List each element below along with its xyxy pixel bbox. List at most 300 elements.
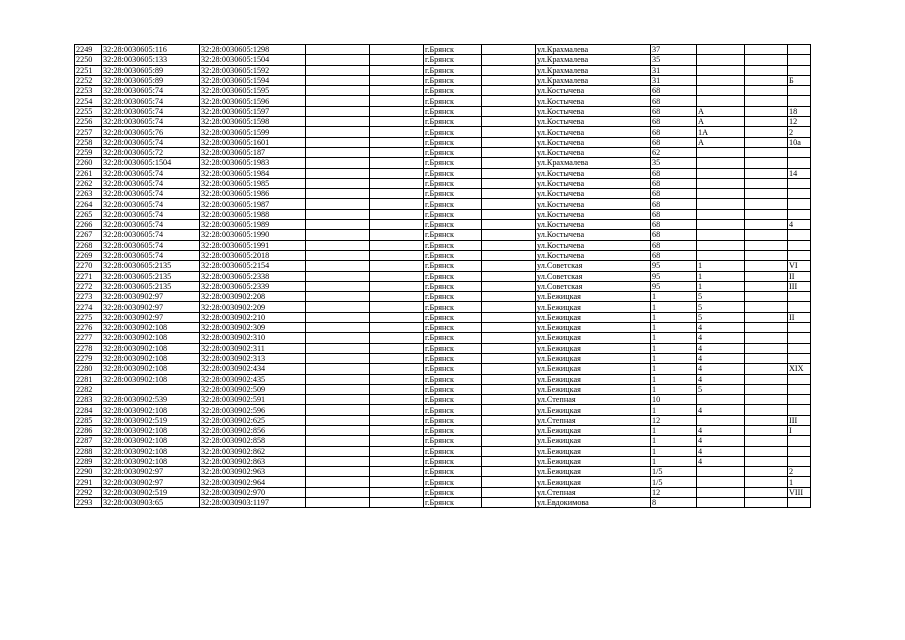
house-number-cell: 68: [651, 220, 697, 230]
city-cell: г.Брянск: [424, 250, 482, 260]
row-number: 2287: [75, 436, 102, 446]
empty-cell: [370, 199, 424, 209]
city-cell: г.Брянск: [424, 240, 482, 250]
empty-cell: [482, 65, 536, 75]
cadastral-number: 32:28:0030605:187: [200, 147, 306, 157]
empty-cell: [745, 292, 788, 302]
empty-cell: [370, 456, 424, 466]
empty-cell: [482, 312, 536, 322]
empty-cell: [306, 467, 370, 477]
city-cell: г.Брянск: [424, 65, 482, 75]
house-number-cell: 1: [651, 384, 697, 394]
house-number-cell: 68: [651, 117, 697, 127]
table-row: [75, 425, 811, 435]
house-number-cell: 12: [651, 415, 697, 425]
table-row: [75, 498, 811, 508]
building-cell: 4: [697, 353, 745, 363]
empty-cell: [306, 436, 370, 446]
parent-cadastral-number: 32:28:0030903:65: [102, 498, 200, 508]
empty-cell: [745, 456, 788, 466]
house-number-cell: 95: [651, 281, 697, 291]
building-cell: [697, 199, 745, 209]
table-body: [75, 45, 811, 508]
empty-cell: [306, 240, 370, 250]
parent-cadastral-number: 32:28:0030605:74: [102, 178, 200, 188]
building-cell: 4: [697, 425, 745, 435]
empty-cell: [306, 168, 370, 178]
building-cell: [697, 168, 745, 178]
building-cell: [697, 498, 745, 508]
parent-cadastral-number: 32:28:0030605:89: [102, 65, 200, 75]
building-cell: А: [697, 137, 745, 147]
city-cell: г.Брянск: [424, 96, 482, 106]
empty-cell: [370, 446, 424, 456]
empty-cell: [370, 209, 424, 219]
empty-cell: [370, 436, 424, 446]
empty-cell: [482, 343, 536, 353]
empty-cell: [370, 281, 424, 291]
house-number-cell: 1: [651, 456, 697, 466]
street-cell: ул.Бежицкая: [536, 364, 651, 374]
row-number: 2255: [75, 106, 102, 116]
table-row: [75, 250, 811, 260]
empty-cell: [482, 261, 536, 271]
cadastral-number: 32:28:0030902:856: [200, 425, 306, 435]
row-number: 2268: [75, 240, 102, 250]
street-cell: ул.Степная: [536, 415, 651, 425]
empty-cell: [745, 127, 788, 137]
cadastral-number: 32:28:0030902:310: [200, 333, 306, 343]
table-row: [75, 75, 811, 85]
empty-cell: [306, 189, 370, 199]
cadastral-number: 32:28:0030902:509: [200, 384, 306, 394]
empty-cell: [306, 199, 370, 209]
parent-cadastral-number: 32:28:0030605:74: [102, 117, 200, 127]
cadastral-number: 32:28:0030902:964: [200, 477, 306, 487]
parent-cadastral-number: 32:28:0030605:2135: [102, 281, 200, 291]
city-cell: г.Брянск: [424, 425, 482, 435]
empty-cell: [745, 364, 788, 374]
cadastral-number: 32:28:0030605:1989: [200, 220, 306, 230]
empty-cell: [306, 55, 370, 65]
street-cell: ул.Бежицкая: [536, 405, 651, 415]
unit-cell: [788, 55, 811, 65]
cadastral-number: 32:28:0030902:435: [200, 374, 306, 384]
empty-cell: [482, 292, 536, 302]
cadastral-number: 32:28:0030605:1987: [200, 199, 306, 209]
building-cell: [697, 75, 745, 85]
row-number: 2285: [75, 415, 102, 425]
empty-cell: [745, 343, 788, 353]
empty-cell: [482, 220, 536, 230]
empty-cell: [306, 477, 370, 487]
empty-cell: [370, 220, 424, 230]
parent-cadastral-number: 32:28:0030605:74: [102, 199, 200, 209]
parent-cadastral-number: 32:28:0030605:74: [102, 168, 200, 178]
parent-cadastral-number: 32:28:0030605:74: [102, 189, 200, 199]
street-cell: ул.Костычева: [536, 220, 651, 230]
house-number-cell: 35: [651, 158, 697, 168]
empty-cell: [745, 333, 788, 343]
empty-cell: [482, 106, 536, 116]
empty-cell: [482, 55, 536, 65]
table-row: [75, 384, 811, 394]
empty-cell: [306, 374, 370, 384]
empty-cell: [306, 158, 370, 168]
unit-cell: [788, 178, 811, 188]
row-number: 2261: [75, 168, 102, 178]
empty-cell: [745, 302, 788, 312]
cadastral-number: 32:28:0030902:970: [200, 487, 306, 497]
empty-cell: [745, 281, 788, 291]
unit-cell: I: [788, 425, 811, 435]
empty-cell: [306, 302, 370, 312]
building-cell: 5: [697, 384, 745, 394]
empty-cell: [370, 498, 424, 508]
empty-cell: [745, 55, 788, 65]
unit-cell: [788, 209, 811, 219]
empty-cell: [306, 353, 370, 363]
house-number-cell: 68: [651, 240, 697, 250]
empty-cell: [306, 405, 370, 415]
house-number-cell: 68: [651, 178, 697, 188]
empty-cell: [370, 158, 424, 168]
unit-cell: [788, 147, 811, 157]
cadastral-number: 32:28:0030605:1983: [200, 158, 306, 168]
empty-cell: [306, 86, 370, 96]
row-number: 2258: [75, 137, 102, 147]
empty-cell: [370, 364, 424, 374]
house-number-cell: 68: [651, 106, 697, 116]
cadastral-number: 32:28:0030605:1986: [200, 189, 306, 199]
empty-cell: [745, 425, 788, 435]
empty-cell: [482, 137, 536, 147]
empty-cell: [745, 395, 788, 405]
house-number-cell: 68: [651, 209, 697, 219]
parent-cadastral-number: 32:28:0030902:519: [102, 415, 200, 425]
empty-cell: [306, 292, 370, 302]
empty-cell: [370, 250, 424, 260]
street-cell: ул.Костычева: [536, 199, 651, 209]
cadastral-number: 32:28:0030902:862: [200, 446, 306, 456]
table-row: [75, 117, 811, 127]
cadastral-number: 32:28:0030605:1592: [200, 65, 306, 75]
cadastral-number: 32:28:0030605:1988: [200, 209, 306, 219]
empty-cell: [370, 106, 424, 116]
empty-cell: [482, 86, 536, 96]
building-cell: 4: [697, 343, 745, 353]
table-row: [75, 364, 811, 374]
empty-cell: [306, 456, 370, 466]
house-number-cell: 68: [651, 189, 697, 199]
table-row: [75, 353, 811, 363]
row-number: 2265: [75, 209, 102, 219]
building-cell: [697, 415, 745, 425]
street-cell: ул.Костычева: [536, 147, 651, 157]
empty-cell: [482, 487, 536, 497]
empty-cell: [370, 405, 424, 415]
empty-cell: [370, 477, 424, 487]
table-row: [75, 55, 811, 65]
cadastral-number: 32:28:0030605:1985: [200, 178, 306, 188]
unit-cell: [788, 250, 811, 260]
street-cell: ул.Костычева: [536, 117, 651, 127]
empty-cell: [306, 209, 370, 219]
city-cell: г.Брянск: [424, 467, 482, 477]
house-number-cell: 1: [651, 374, 697, 384]
empty-cell: [745, 467, 788, 477]
cadastral-number: 32:28:0030902:591: [200, 395, 306, 405]
unit-cell: [788, 456, 811, 466]
empty-cell: [482, 281, 536, 291]
street-cell: ул.Костычева: [536, 250, 651, 260]
building-cell: 4: [697, 333, 745, 343]
cadastral-number: 32:28:0030605:1990: [200, 230, 306, 240]
house-number-cell: 1: [651, 405, 697, 415]
row-number: 2274: [75, 302, 102, 312]
empty-cell: [745, 436, 788, 446]
parent-cadastral-number: 32:28:0030902:97: [102, 312, 200, 322]
table-row: [75, 436, 811, 446]
empty-cell: [370, 292, 424, 302]
row-number: 2253: [75, 86, 102, 96]
empty-cell: [306, 498, 370, 508]
house-number-cell: 68: [651, 168, 697, 178]
building-cell: 1: [697, 261, 745, 271]
row-number: 2272: [75, 281, 102, 291]
row-number: 2293: [75, 498, 102, 508]
house-number-cell: 1: [651, 446, 697, 456]
empty-cell: [370, 168, 424, 178]
building-cell: [697, 477, 745, 487]
building-cell: 4: [697, 405, 745, 415]
street-cell: ул.Костычева: [536, 178, 651, 188]
street-cell: ул.Бежицкая: [536, 384, 651, 394]
city-cell: г.Брянск: [424, 302, 482, 312]
table-row: [75, 467, 811, 477]
empty-cell: [306, 75, 370, 85]
empty-cell: [745, 230, 788, 240]
house-number-cell: 1: [651, 436, 697, 446]
empty-cell: [745, 323, 788, 333]
unit-cell: 12: [788, 117, 811, 127]
cadastral-number: 32:28:0030902:863: [200, 456, 306, 466]
unit-cell: 18: [788, 106, 811, 116]
city-cell: г.Брянск: [424, 384, 482, 394]
table-row: [75, 168, 811, 178]
empty-cell: [745, 271, 788, 281]
parent-cadastral-number: 32:28:0030902:108: [102, 333, 200, 343]
empty-cell: [306, 271, 370, 281]
empty-cell: [370, 312, 424, 322]
street-cell: ул.Бежицкая: [536, 343, 651, 353]
city-cell: г.Брянск: [424, 353, 482, 363]
house-number-cell: 1/5: [651, 467, 697, 477]
unit-cell: [788, 498, 811, 508]
building-cell: [697, 209, 745, 219]
unit-cell: [788, 446, 811, 456]
empty-cell: [482, 364, 536, 374]
unit-cell: III: [788, 415, 811, 425]
empty-cell: [370, 117, 424, 127]
cadastral-number: 32:28:0030902:209: [200, 302, 306, 312]
city-cell: г.Брянск: [424, 405, 482, 415]
unit-cell: III: [788, 281, 811, 291]
building-cell: [697, 395, 745, 405]
parent-cadastral-number: 32:28:0030902:108: [102, 405, 200, 415]
cadastral-number: 32:28:0030903:1197: [200, 498, 306, 508]
empty-cell: [482, 353, 536, 363]
empty-cell: [482, 436, 536, 446]
city-cell: г.Брянск: [424, 189, 482, 199]
empty-cell: [306, 446, 370, 456]
parent-cadastral-number: 32:28:0030605:74: [102, 240, 200, 250]
table-row: [75, 65, 811, 75]
building-cell: [697, 55, 745, 65]
table-row: [75, 312, 811, 322]
row-number: 2276: [75, 323, 102, 333]
table-row: [75, 209, 811, 219]
empty-cell: [745, 261, 788, 271]
house-number-cell: 1: [651, 353, 697, 363]
house-number-cell: 68: [651, 230, 697, 240]
building-cell: [697, 65, 745, 75]
row-number: 2266: [75, 220, 102, 230]
empty-cell: [482, 199, 536, 209]
empty-cell: [482, 323, 536, 333]
empty-cell: [306, 323, 370, 333]
empty-cell: [306, 261, 370, 271]
table-row: [75, 127, 811, 137]
house-number-cell: 8: [651, 498, 697, 508]
street-cell: ул.Костычева: [536, 86, 651, 96]
empty-cell: [370, 333, 424, 343]
empty-cell: [482, 209, 536, 219]
parent-cadastral-number: 32:28:0030902:97: [102, 467, 200, 477]
building-cell: 1: [697, 271, 745, 281]
empty-cell: [482, 96, 536, 106]
street-cell: ул.Бежицкая: [536, 436, 651, 446]
row-number: 2286: [75, 425, 102, 435]
unit-cell: [788, 292, 811, 302]
empty-cell: [370, 487, 424, 497]
empty-cell: [482, 405, 536, 415]
empty-cell: [745, 209, 788, 219]
cadastral-number: 32:28:0030605:1984: [200, 168, 306, 178]
empty-cell: [306, 220, 370, 230]
empty-cell: [306, 487, 370, 497]
parent-cadastral-number: 32:28:0030605:133: [102, 55, 200, 65]
row-number: 2271: [75, 271, 102, 281]
city-cell: г.Брянск: [424, 271, 482, 281]
street-cell: ул.Бежицкая: [536, 312, 651, 322]
cadastral-number: 32:28:0030605:2338: [200, 271, 306, 281]
parent-cadastral-number: 32:28:0030605:1504: [102, 158, 200, 168]
house-number-cell: 1: [651, 364, 697, 374]
empty-cell: [482, 250, 536, 260]
house-number-cell: 68: [651, 86, 697, 96]
building-cell: 1: [697, 281, 745, 291]
row-number: 2252: [75, 75, 102, 85]
table-row: [75, 261, 811, 271]
row-number: 2273: [75, 292, 102, 302]
street-cell: ул.Костычева: [536, 240, 651, 250]
unit-cell: [788, 86, 811, 96]
empty-cell: [370, 353, 424, 363]
city-cell: г.Брянск: [424, 137, 482, 147]
empty-cell: [482, 271, 536, 281]
empty-cell: [370, 302, 424, 312]
street-cell: ул.Степная: [536, 487, 651, 497]
house-number-cell: 35: [651, 55, 697, 65]
table-row: [75, 178, 811, 188]
house-number-cell: 12: [651, 487, 697, 497]
empty-cell: [745, 240, 788, 250]
empty-cell: [745, 384, 788, 394]
row-number: 2269: [75, 250, 102, 260]
cadastral-number: 32:28:0030605:1595: [200, 86, 306, 96]
empty-cell: [745, 86, 788, 96]
empty-cell: [745, 312, 788, 322]
house-number-cell: 1: [651, 343, 697, 353]
unit-cell: [788, 343, 811, 353]
street-cell: ул.Костычева: [536, 168, 651, 178]
table-row: [75, 240, 811, 250]
empty-cell: [306, 137, 370, 147]
cadastral-number: 32:28:0030902:625: [200, 415, 306, 425]
unit-cell: [788, 189, 811, 199]
building-cell: 1А: [697, 127, 745, 137]
unit-cell: [788, 384, 811, 394]
cadastral-number: 32:28:0030605:1504: [200, 55, 306, 65]
table-row: [75, 137, 811, 147]
table-row: [75, 333, 811, 343]
parent-cadastral-number: 32:28:0030902:539: [102, 395, 200, 405]
street-cell: ул.Крахмалева: [536, 55, 651, 65]
house-number-cell: 95: [651, 271, 697, 281]
table-row: [75, 292, 811, 302]
empty-cell: [370, 467, 424, 477]
row-number: 2263: [75, 189, 102, 199]
empty-cell: [482, 75, 536, 85]
empty-cell: [482, 168, 536, 178]
empty-cell: [306, 343, 370, 353]
city-cell: г.Брянск: [424, 415, 482, 425]
parent-cadastral-number: 32:28:0030902:108: [102, 456, 200, 466]
cadastral-number: 32:28:0030605:1596: [200, 96, 306, 106]
row-number: 2292: [75, 487, 102, 497]
empty-cell: [745, 374, 788, 384]
building-cell: [697, 250, 745, 260]
building-cell: 5: [697, 312, 745, 322]
empty-cell: [745, 498, 788, 508]
city-cell: г.Брянск: [424, 220, 482, 230]
house-number-cell: 1: [651, 292, 697, 302]
empty-cell: [745, 477, 788, 487]
street-cell: ул.Костычева: [536, 209, 651, 219]
building-cell: 4: [697, 446, 745, 456]
empty-cell: [306, 117, 370, 127]
empty-cell: [745, 65, 788, 75]
parent-cadastral-number: 32:28:0030902:97: [102, 302, 200, 312]
empty-cell: [370, 137, 424, 147]
empty-cell: [482, 240, 536, 250]
city-cell: г.Брянск: [424, 230, 482, 240]
city-cell: г.Брянск: [424, 487, 482, 497]
table-row: [75, 86, 811, 96]
empty-cell: [370, 425, 424, 435]
city-cell: г.Брянск: [424, 456, 482, 466]
